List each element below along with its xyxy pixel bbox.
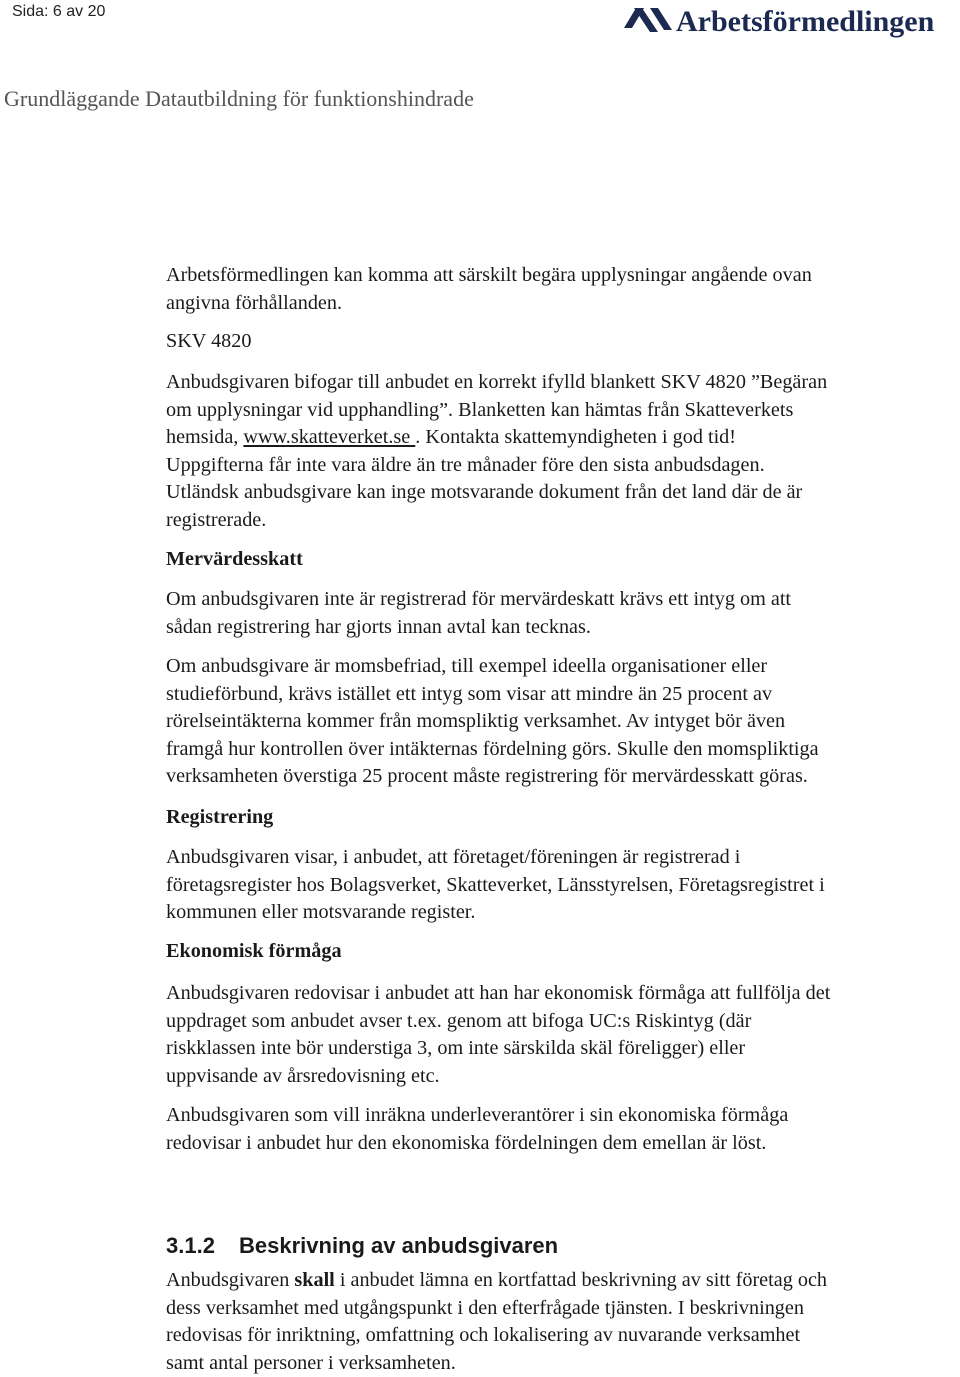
skv-paragraph <box>166 369 960 534</box>
text-line: verksamheten överstiga 25 procent måste registrering för mervärdesskatt göras. <box>166 765 808 787</box>
text-line: angivna förhållanden. <box>166 291 343 314</box>
page-number: Sida: 6 av 20 <box>12 3 106 20</box>
text-line: Om anbudsgivare är momsbefriad, till exempel ideella organisationer eller <box>166 655 768 677</box>
text-line: redovisas för inriktning, omfattning och lokalisering av nuvarande verksamhet <box>166 1324 801 1346</box>
text-line: rörelseintäkterna kommer från momspliktig verksamhet. Av intyget bör även <box>166 710 786 732</box>
text-fragment: hemsida, <box>166 426 244 448</box>
text-line: samt antal personer i verksamheten. <box>166 1351 456 1374</box>
text-line: Uppgifterna får inte vara äldre än tre månader före den sista anbudsdagen. <box>166 453 765 476</box>
arbetsformedlingen-logo <box>624 2 956 42</box>
text-line <box>166 1267 960 1295</box>
text-line: sådan registrering har gjorts innan avtal kan tecknas. <box>166 615 591 638</box>
text-line: företagsregister hos Bolagsverket, Skatteverket, Länsstyrelsen, Företagsregistret i <box>166 873 825 896</box>
text-line: Anbudsgivaren bifogar till anbudet en korrekt ifylld blankett SKV 4820 ”Begäran <box>166 371 828 393</box>
text-fragment: Anbudsgivaren <box>166 1269 295 1291</box>
intro-paragraph <box>166 262 960 317</box>
section-paragraph <box>166 1267 960 1377</box>
finance-heading: Ekonomisk förmåga <box>166 940 342 962</box>
skv-heading: SKV 4820 <box>166 330 252 352</box>
text-fragment: . Kontakta skattemyndigheten i god tid! <box>415 426 736 448</box>
text-line: Om anbudsgivaren inte är registrerad för mervärdeskatt krävs ett intyg om att <box>166 588 792 610</box>
text-line: Anbudsgivaren redovisar i anbudet att han har ekonomisk förmåga att fullfölja det <box>166 982 831 1004</box>
skatteverket-link[interactable]: www.skatteverket.se <box>243 426 416 448</box>
text-line <box>166 424 960 452</box>
text-line: Arbetsförmedlingen kan komma att särskilt begära upplysningar angående ovan <box>166 264 812 286</box>
section-number: 3.1.2 <box>166 1233 215 1258</box>
vat-heading: Mervärdesskatt <box>166 548 303 570</box>
vat-paragraph-2 <box>166 653 960 791</box>
text-line: uppvisande av årsredovisning etc. <box>166 1064 440 1087</box>
text-line: riskklassen inte bör understiga 3, om inte särskilda skäl föreligger) eller <box>166 1037 746 1059</box>
text-line: uppdraget som anbudet avser t.ex. genom att bifoga UC:s Riskintyg (där <box>166 1009 752 1032</box>
text-fragment: i anbudet lämna en kortfattad beskrivning av sitt företag och <box>334 1269 827 1291</box>
text-line: framgå hur kontrollen över intäkternas fördelning görs. Skulle den momspliktiga <box>166 737 819 760</box>
text-line: om upplysningar vid upphandling”. Blanketten kan hämtas från Skatteverkets <box>166 398 794 421</box>
text-line: Anbudsgivaren som vill inräkna underleverantörer i sin ekonomiska förmåga <box>166 1104 789 1126</box>
text-line: redovisar i anbudet hur den ekonomiska fördelningen dem emellan är löst. <box>166 1131 767 1154</box>
section-heading <box>166 1233 558 1259</box>
vat-paragraph-1 <box>166 586 960 641</box>
emphasis-skall: skall <box>294 1269 335 1291</box>
logo-text: Arbetsförmedlingen <box>676 5 935 38</box>
text-line: Utländsk anbudsgivare kan inge motsvarande dokument från det land där de är <box>166 481 803 503</box>
text-line: dess verksamhet med utgångspunkt i den efterfrågade tjänsten. I beskrivningen <box>166 1296 804 1319</box>
finance-paragraph-2 <box>166 1102 960 1157</box>
section-title: Beskrivning av anbudsgivaren <box>239 1233 559 1258</box>
text-line: studieförbund, krävs istället ett intyg som visar att mindre än 25 procent av <box>166 682 773 705</box>
registration-heading: Registrering <box>166 806 274 828</box>
text-line: kommunen eller motsvarande register. <box>166 901 476 923</box>
finance-paragraph-1 <box>166 980 960 1090</box>
text-line: registrerade. <box>166 508 267 531</box>
text-line: Anbudsgivaren visar, i anbudet, att företaget/föreningen är registrerad i <box>166 846 741 868</box>
logo-mark-icon <box>624 8 672 32</box>
registration-paragraph <box>166 844 960 927</box>
document-title: Grundläggande Datautbildning för funktionshindrade <box>4 86 474 111</box>
